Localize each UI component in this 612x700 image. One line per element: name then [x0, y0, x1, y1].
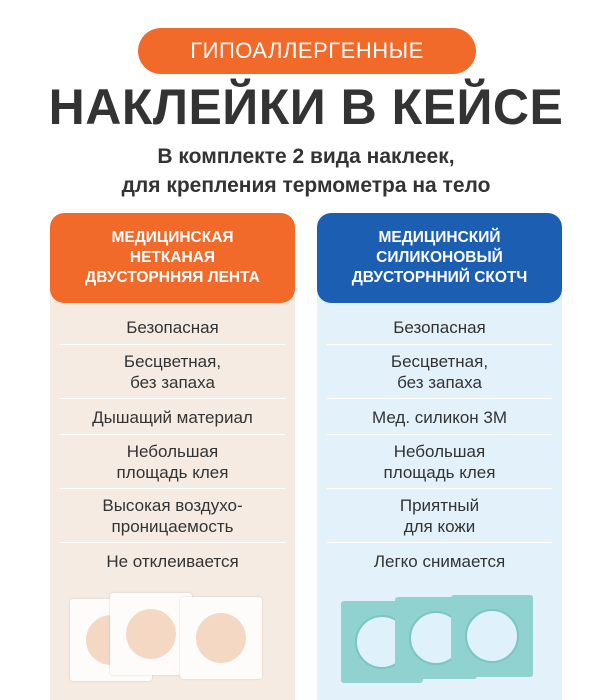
feature-item: Приятный для кожи	[317, 489, 562, 543]
sticker-image	[180, 597, 262, 679]
sticker-image	[451, 595, 533, 677]
feature-item: Безопасная	[317, 309, 562, 345]
page-title: НАКЛЕЙКИ В КЕЙСЕ	[48, 79, 564, 135]
nonwoven-stickers-image	[50, 591, 295, 700]
nonwoven-tape-features	[50, 303, 295, 579]
page-subtitle: В комплекте 2 вида наклеек, для крепления термометра на тело	[121, 145, 491, 197]
feature-item: Небольшая площадь клея	[50, 435, 295, 489]
feature-item: Легко снимается	[373, 551, 506, 571]
feature-item: Не отклеивается	[106, 551, 239, 571]
feature-item: Безопасная	[50, 309, 295, 345]
feature-item: Бесцветная, без запаха	[317, 345, 562, 399]
feature-item: Мед. силикон 3М	[317, 399, 562, 435]
feature-item: Бесцветная, без запаха	[50, 345, 295, 399]
silicone-tape-column	[317, 213, 562, 700]
nonwoven-tape-header: МЕДИЦИНСКАЯ НЕТКАНАЯ ДВУСТОРННЯЯ ЛЕНТА	[50, 213, 295, 303]
feature-item: Небольшая площадь клея	[317, 435, 562, 489]
feature-item: Дышащий материал	[50, 399, 295, 435]
silicone-stickers-image	[317, 591, 562, 700]
silicone-tape-header: МЕДИЦИНСКИЙ СИЛИКОНОВЫЙ ДВУСТОРННИЙ СКОТЧ	[317, 213, 562, 303]
silicone-tape-features	[317, 303, 562, 579]
feature-item: Высокая воздухо- проницаемость	[50, 489, 295, 543]
hypoallergenic-badge: ГИПОАЛЛЕРГЕННЫЕ	[138, 28, 476, 74]
nonwoven-tape-column	[50, 213, 295, 700]
